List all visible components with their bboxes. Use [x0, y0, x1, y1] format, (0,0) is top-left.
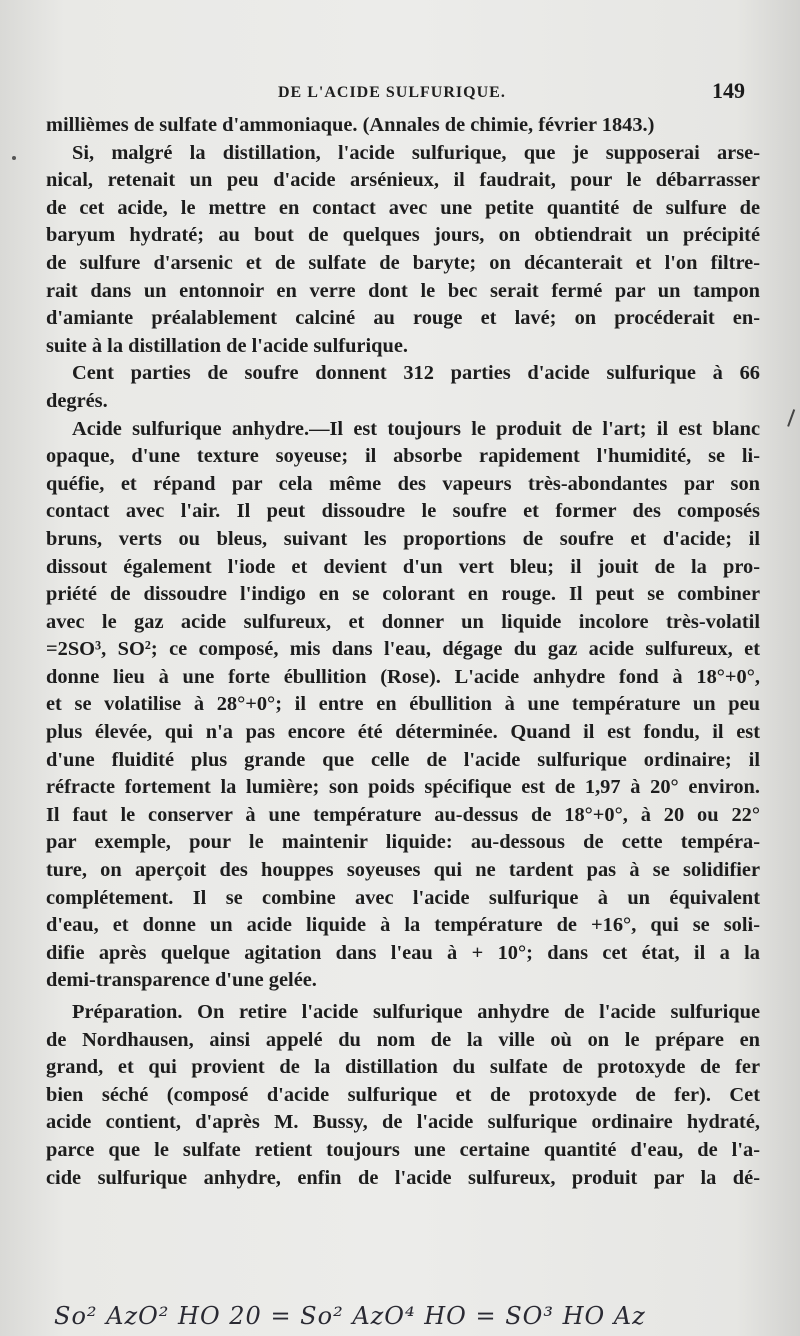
paragraph-1: [46, 112, 760, 140]
paragraph-3: [46, 360, 760, 415]
text-line: de Nordhausen, ainsi appelé du nom de la ville où on le prépare en: [46, 1028, 760, 1051]
text-line: difie après quelque agitation dans l'eau à + 10°; dans cet état, il a la: [46, 941, 760, 964]
text-line: acide contient, d'après M. Bussy, de l'acide sulfurique ordinaire hydraté,: [46, 1111, 760, 1134]
text-line: Si, malgré la distillation, l'acide sulfurique, que je supposerai arse-: [72, 141, 760, 164]
text-line: parce que le sulfate retient toujours une certaine quantité d'eau, de l'a-: [46, 1138, 760, 1161]
text-line: par exemple, pour le maintenir liquide: au-dessous de cette tempéra-: [46, 831, 760, 854]
paragraph-2: [46, 140, 760, 361]
paragraph-4: [46, 416, 760, 995]
text-line: nical, retenait un peu d'acide arsénieux, il faudrait, pour le débarrasser: [46, 169, 760, 192]
text-line: =2SO³, SO²; ce composé, mis dans l'eau, dégage du gaz acide sulfureux, et: [46, 638, 760, 661]
text-line: d'une fluidité plus grande que celle de l'acide sulfurique ordinaire; il: [46, 748, 760, 771]
text-line: Cent parties de soufre donnent 312 parties d'acide sulfurique à 66: [72, 362, 760, 385]
text-line: de cet acide, le mettre en contact avec une petite quantité de sulfure de: [46, 196, 760, 219]
text-line: cide sulfurique anhydre, enfin de l'acide sulfureux, produit par la dé-: [46, 1166, 760, 1189]
text-line: degrés.: [46, 389, 108, 412]
text-line: Préparation. On retire l'acide sulfurique anhydre de l'acide sulfurique: [72, 1001, 760, 1023]
paragraph-5: [46, 999, 760, 1192]
text-line: ture, on aperçoit des houppes soyeuses qui ne tardent pas à se solidifier: [46, 859, 760, 882]
text-line: contact avec l'air. Il peut dissoudre le soufre et former des composés: [46, 500, 760, 523]
text-line: avec le gaz acide sulfureux, et donner un liquide incolore très-volatil: [46, 610, 760, 633]
text-line: donne lieu à une forte ébullition (Rose). L'acide anhydre fond à 18°+0°,: [46, 665, 760, 688]
text-line: dissout également l'iode et devient d'un vert bleu; il jouit de la pro-: [46, 555, 760, 578]
text-line: bruns, verts ou bleus, suivant les proportions de soufre et d'acide; il: [46, 527, 760, 550]
text-line: bien séché (composé d'acide sulfurique et de protoxyde de fer). Cet: [46, 1083, 760, 1106]
text-line: demi-transparence d'une gelée.: [46, 969, 317, 992]
body-text: [46, 112, 760, 1192]
page-number: 149: [712, 78, 745, 103]
text-line: quéfie, et répand par cela même des vapeurs très-abondantes par son: [46, 472, 760, 495]
text-line: rait dans un entonnoir en verre dont le bec serait fermé par un tampon: [46, 279, 760, 302]
margin-dot-mark: [12, 156, 16, 160]
text-line: plus élevée, qui n'a pas encore été déterminée. Quand il est fondu, il est: [46, 721, 760, 744]
text-line: priété de dissoudre l'indigo en se colorant en rouge. Il peut se combiner: [46, 583, 760, 606]
running-title: DE L'ACIDE SULFURIQUE.: [278, 84, 506, 101]
text-line: réfracte fortement la lumière; son poids spécifique est de 1,97 à 20° environ.: [46, 776, 760, 799]
text-line: millièmes de sulfate d'ammoniaque. (Annales de chimie, février 1843.): [46, 114, 655, 136]
handwritten-note: So² AzO² HO 20 = So² AzO⁴ HO = SO³ HO Az: [54, 1302, 646, 1330]
text-line: complétement. Il se combine avec l'acide sulfurique à un équivalent: [46, 886, 760, 909]
text-line: baryum hydraté; au bout de quelques jours, on obtiendrait un précipité: [46, 224, 760, 247]
text-line: de sulfure d'arsenic et de sulfate de baryte; on décanterait et l'on filtre-: [46, 251, 760, 274]
text-line: d'eau, et donne un acide liquide à la température de +16°, qui se soli-: [46, 914, 760, 937]
text-line: grand, et qui provient de la distillation du sulfate de protoxyde de fer: [46, 1056, 760, 1079]
text-line: Acide sulfurique anhydre.—Il est toujours le produit de l'art; il est blanc: [72, 417, 760, 440]
text-line: et se volatilise à 28°+0°; il entre en ébullition à une température un peu: [46, 693, 760, 716]
text-line: suite à la distillation de l'acide sulfurique.: [46, 334, 408, 357]
page-header: [0, 78, 800, 106]
text-line: opaque, d'une texture soyeuse; il absorbe rapidement l'humidité, se li-: [46, 445, 760, 468]
text-line: d'amiante préalablement calciné au rouge et lavé; on procéderait en-: [46, 307, 760, 330]
margin-tick-mark: [787, 409, 800, 429]
text-line: Il faut le conserver à une température au-dessus de 18°+0°, à 20 ou 22°: [46, 803, 760, 826]
